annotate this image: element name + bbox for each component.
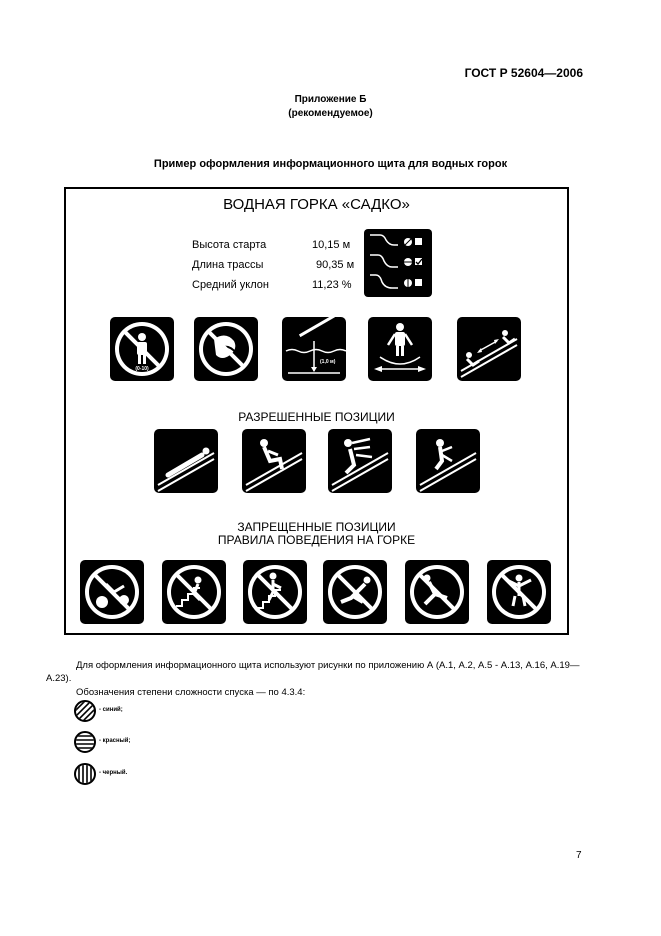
legend-red-label: - красный; [99,738,131,744]
stat-value-slope: 11,23 % [312,279,352,291]
forbidden-position-2 [162,560,226,624]
legend-blue [74,700,96,727]
legend-red [74,731,96,758]
legend-black-label: - черный. [99,770,128,776]
allowed-positions-title: РАЗРЕШЕННЫЕ ПОЗИЦИИ [238,410,395,424]
paragraph-reference: Для оформления информационного щита используют рисунки по приложению А (А.1, А.2, А.5 - А.13, А.16, А.19—А.23). [46,660,580,684]
keep-distance-sign [457,317,521,381]
stat-label-length: Длина трассы [192,259,264,271]
page-number: 7 [576,850,582,861]
stat-label-height: Высота старта [192,239,267,251]
difficulty-panel [364,229,432,297]
stat-value-height: 10,15 м [312,239,351,251]
horizontal-hatch-icon [74,731,96,753]
age-restriction-sign [110,317,174,381]
forbidden-position-1 [80,560,144,624]
allowed-position-1 [154,429,218,493]
legend-black [74,763,96,790]
no-water-on-start-sign [194,317,258,381]
section-heading: Пример оформления информационного щита для водных горок [153,158,508,170]
pool-depth-sign [282,317,346,381]
appendix-note: (рекомендуемое) [288,108,373,119]
forbidden-position-6 [487,560,551,624]
depth-label: (1,0 м) [320,359,336,365]
allowed-position-4 [416,429,480,493]
forbidden-position-4 [323,560,387,624]
allowed-position-2 [242,429,306,493]
behavior-rules-title: ПРАВИЛА ПОВЕДЕНИЯ НА ГОРКЕ [217,533,416,547]
vertical-hatch-icon [74,763,96,785]
document-code: ГОСТ Р 52604—2006 [464,66,583,80]
exit-pool-sign [368,317,432,381]
forbidden-position-5 [405,560,469,624]
forbidden-position-3 [243,560,307,624]
paragraph-difficulty: Обозначения степени сложности спуска — по 4.3.4: [76,687,306,698]
board-title: ВОДНАЯ ГОРКА «САДКО» [223,196,410,213]
appendix-title: Приложение Б [294,94,367,105]
legend-blue-label: - синий; [99,707,123,713]
info-board [64,187,569,635]
age-label: (0-10) [135,366,149,372]
forbidden-positions-title: ЗАПРЕЩЕННЫЕ ПОЗИЦИИ [237,520,396,534]
diagonal-hatch-icon [74,700,96,722]
stat-label-slope: Средний уклон [192,279,269,291]
allowed-position-3 [328,429,392,493]
stat-value-length: 90,35 м [316,259,355,271]
